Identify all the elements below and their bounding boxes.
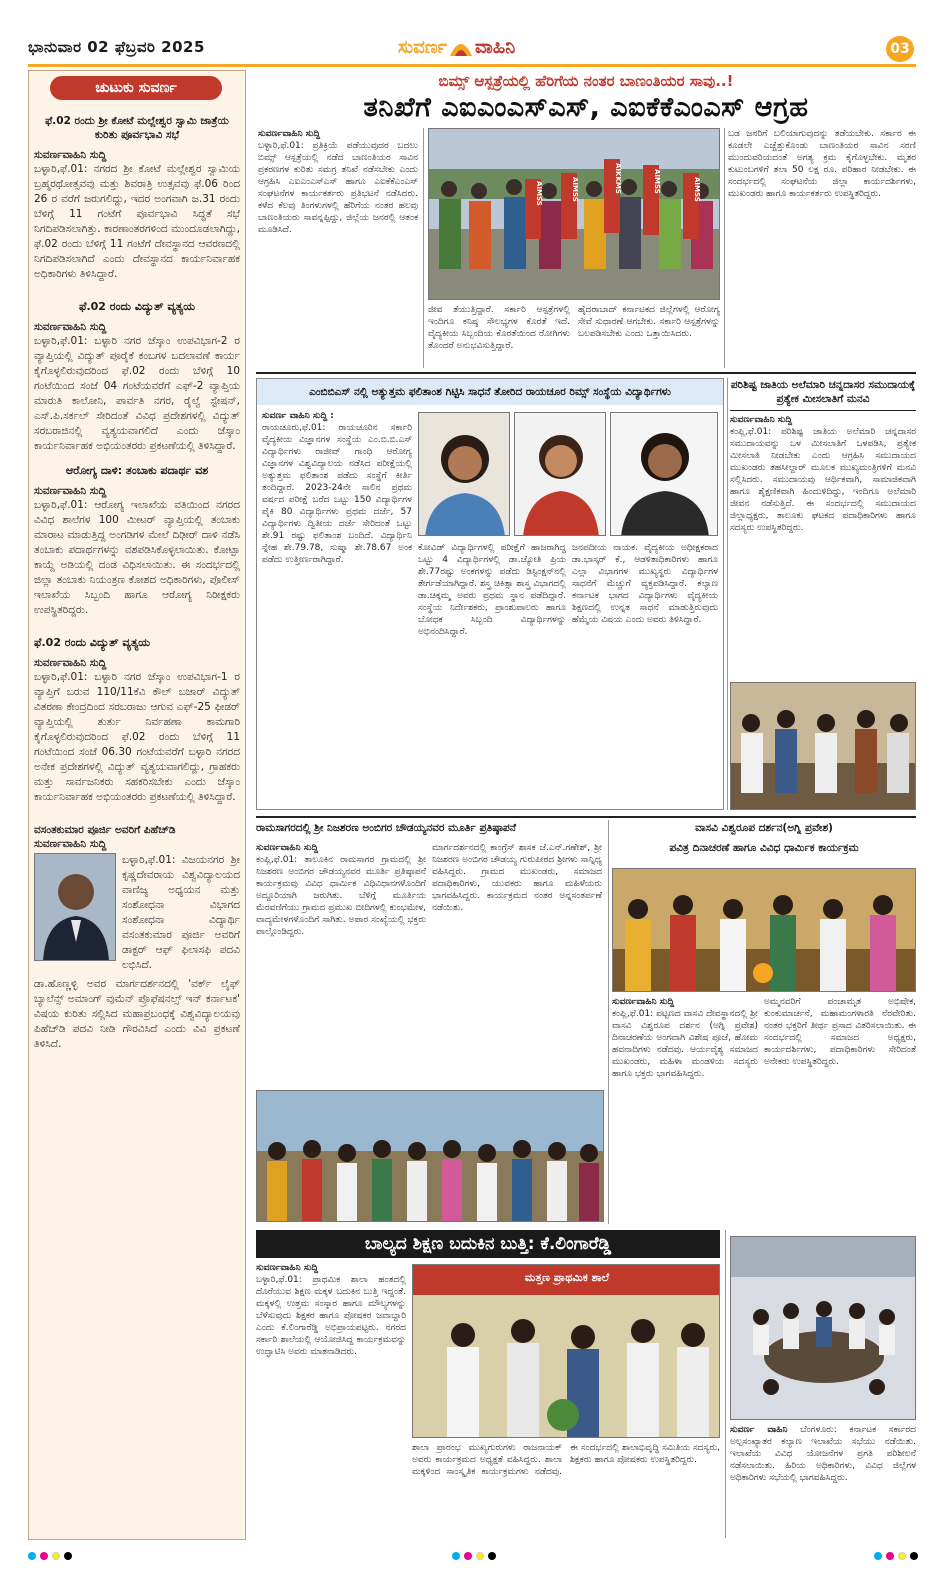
brief2-body: ಬಳ್ಳಾರಿ,ಫೆ.01: ಬಳ್ಳಾರಿ ನಗರ ಜೆಸ್ಕಾಂ ಉಪವಿಭಾಗ-2 ರ ವ್ಯಾಪ್ತಿಯಲ್ಲಿ ವಿದ್ಯುತ್ ಪೂರೈಕೆ ಕಂಬಗಳ ಬದಲಾವಣೆ ಕಾರ್ಯ ಕೈಗೊಳ್ಳಲಿರುವುದರಿಂದ ಫೆ.02 ರಂದು ಬೆಳಿಗ್ಗೆ 10 ಗಂಟೆಯಿಂದ ಸಂಜೆ 04 ಗಂಟೆಯವರೆಗೆ ಎಫ್-2 ವ್ಯಾಪ್ತಿಯ ಮಾರುತಿ ಕಾಲೋನಿ, ಪಾರ್ವತಿ ನಗರ, ರೈಲ್ವೆ ಸ್ಟೇಷನ್, ಎಸ್.ಪಿ.ಸರ್ಕಲ್ ಸೇರಿದಂತೆ ವಿವಿಧ ಪ್ರದೇಶಗಳಲ್ಲಿ ವಿದ್ಯುತ್ ಸರಬರಾಜಿನಲ್ಲಿ ವ್ಯತ್ಯಯವಾಗಲಿದೆ ಎಂದು ಜೆಸ್ಕಾಂ ಕಾರ್ಯನಿರ್ವಾಹಕ ಅಭಿಯಂತರರು ಪ್ರಕಟಣೆಯಲ್ಲಿ ತಿಳಿಸಿದ್ದಾರೆ. <box>34 335 240 452</box>
brief1-body: ಬಳ್ಳಾರಿ,ಫೆ.01: ನಗರದ ಶ್ರೀ ಕೋಟೆ ಮಲ್ಲೇಶ್ವರ ಸ್ವಾಮಿಯ ಬ್ರಹ್ಮರಥೋತ್ಸವವು ಮತ್ತು ಶಿವರಾತ್ರಿ ಉತ್ಸವವು ಫೆ.06 ರಿಂದ 26 ರ ವರೆಗೆ ಜರುಗಲಿದ್ದು, ಇದರ ಅಂಗವಾಗಿ ಜ.31 ರಂದು ಬೆಳಿಗ್ಗೆ 11 ಗಂಟೆಗೆ ಪೂರ್ವಭಾವಿ ಸಿದ್ಧತೆ ಸಭೆ ನಿಗದಿಪಡಿಸಲಾಗಿತ್ತು. ಕಾರಣಾಂತರಗಳಿಂದ ಮುಂದೂಡಲಾಗಿದ್ದು, ಫೆ.02 ರಂದು ಬೆಳಿಗ್ಗೆ 11 ಗಂಟೆಗೆ ದೇವಸ್ಥಾನದ ಆವರಣದಲ್ಲಿ ನಿಗದಿಪಡಿಸಲಾಗಿದೆ ಎಂದು ದೇವಸ್ಥಾನದ ಕಾರ್ಯನಿರ್ವಾಹಕ ಅಧಿಕಾರಿಗಳು ತಿಳಿಸಿದ್ದಾರೆ. <box>34 163 240 280</box>
vasavi-col1 <box>612 996 758 1224</box>
magenta-dot <box>464 1552 472 1560</box>
temple-crowd-photo <box>256 1090 604 1222</box>
right-body <box>730 414 916 676</box>
brand-logo <box>398 36 515 58</box>
right-dateline: ಸುವರ್ಣವಾಹಿನಿ ಸುದ್ದಿ <box>730 415 793 425</box>
education-col2: ಶಾಲಾ ಪ್ರಾರಂಭ ಮುಖ್ಯಗುರುಗಳು ರಾಜನಾಯಕ್ ಅವರು ಕಾರ್ಯಕ್ರಮದ ಅಧ್ಯಕ್ಷತೆ ವಹಿಸಿದ್ದರು. ಶಾಲಾ ಮಕ್ಕಳಿಂದ ಸಾಂಸ್ಕೃತಿಕ ಕಾರ್ಯಕ್ರಮಗಳು ನಡೆದವು. ಈ ಸಂದರ್ಭದಲ್ಲಿ ಶಾಲಾಭಿವೃದ್ಧಿ ಸಮಿತಿಯ ಸದಸ್ಯರು, ಶಿಕ್ಷಕರು ಹಾಗೂ ಪೋಷಕರು ಉಪಸ್ಥಿತರಿದ್ದರು. <box>412 1443 720 1477</box>
section-title: ಚುಟುಕು ಸುವರ್ಣ <box>95 80 177 96</box>
education-col1 <box>256 1262 406 1538</box>
meeting-dateline: ಸುವರ್ಣ ವಾಹಿನಿ <box>730 1425 788 1435</box>
lead-kicker: ಬಿಮ್ಸ್ ಆಸ್ಪತ್ರೆಯಲ್ಲಿ ಹೆರಿಗೆಯ ನಂತರ ಬಾಣಂತಿಯರ ಸಾವು..! <box>438 72 734 90</box>
divider-lead-1 <box>423 128 424 368</box>
protest-sign-4: AIMSS <box>653 169 661 194</box>
vasavi-headline-2: ಪವಿತ್ರ ದಿನಾಚರಣೆ ಹಾಗೂ ವಿವಿಧ ಧಾರ್ಮಿಕ ಕಾರ್ಯಕ್ರಮ <box>669 842 859 854</box>
rims-headline-bar <box>257 379 723 405</box>
masthead-rule <box>28 64 916 67</box>
lead-bottom-rule <box>256 372 916 374</box>
student-photo-3 <box>610 412 718 536</box>
page-number: 03 <box>890 41 910 57</box>
temple-col2: ಮಾರ್ಗದರ್ಶನದಲ್ಲಿ ಕಾಂಗ್ರೆಸ್ ಶಾಸಕ ಜೆ.ಎನ್.ಗಣೇಶ್, ಶ್ರೀ ನಿಜಶರಣ ಅಂಬಿಗರ ಚೌಡಯ್ಯ ಗುರುಪೀಠದ ಶ್ರೀಗಳು ಸಾನ್ನಿಧ್ಯ ವಹಿಸಿದ್ದರು. ಗ್ರಾಮದ ಮುಖಂಡರು, ಸಮಾಜದ ಪದಾಧಿಕಾರಿಗಳು, ಯುವಕರು ಹಾಗೂ ಮಹಿಳೆಯರು ಭಾಗವಹಿಸಿದ್ದರು. ಕಾರ್ಯಕ್ರಮದ ನಂತರ ಅನ್ನಸಂತರ್ಪಣೆ ನಡೆಯಿತು. <box>432 843 602 913</box>
right-headline-rule <box>730 410 916 411</box>
brief4-dateline: ಸುವರ್ಣವಾಹಿನಿ ಸುದ್ದಿ <box>34 657 107 669</box>
student-photo-1 <box>418 412 510 536</box>
brief5-headline: ವಸಂತಕುಮಾರ ಪೂರ್ಜಿ ಅವರಿಗೆ ಪಿಹೆಚ್‌ಡಿ <box>34 824 176 836</box>
brief5-body-top: ಬಳ್ಳಾರಿ,ಫೆ.01: ವಿಜಯನಗರ ಶ್ರೀ ಕೃಷ್ಣದೇವರಾಯ ವಿಶ್ವವಿದ್ಯಾಲಯದ ವಾಣಿಜ್ಯ ಅಧ್ಯಯನ ಮತ್ತು ಸಂಶೋಧನಾ ವಿಭಾಗದ ಸಂಶೋಧನಾ ವಿದ್ಯಾರ್ಥಿ ವಸಂತಕುಮಾರ ಪೂರ್ಜಿ ಅವರಿಗೆ ಡಾಕ್ಟರ್ ಆಫ್ ಫಿಲಾಸಫಿ ಪದವಿ ಲಭಿಸಿದೆ. <box>122 854 240 971</box>
cyan-dot <box>452 1552 460 1560</box>
brief5-body-bottom: ಡಾ.ಹೊಣ್ಣಳ್ಳಿ ಅವರ ಮಾರ್ಗದರ್ಶನದಲ್ಲಿ 'ವರ್ಕ್ ಲೈಫ್ ಬ್ಯಾಲೆನ್ಸ್ ಅಮಾಂಗ್ ವುಮೆನ್ ಪ್ರೊಫೆಷನಲ್ಸ್ ಇನ್ ಕರ್ನಾಟಕ' ವಿಷಯ ಕುರಿತು ಸಲ್ಲಿಸಿದ ಮಹಾಪ್ರಬಂಧಕ್ಕೆ ವಿಶ್ವವಿದ್ಯಾಲಯವು ಪಿಹೆಚ್‌ಡಿ ಪದವಿ ನೀಡಿ ಗೌರವಿಸಿದೆ ಎಂದು ವಿವಿ ಪ್ರಕಟಣೆ ತಿಳಿಸಿದೆ. <box>34 978 240 1050</box>
rims-col1-body: ರಾಯಚೂರು,ಫೆ.01: ರಾಯಚೂರಿನ ಸರ್ಕಾರಿ ವೈದ್ಯಕೀಯ ವಿಜ್ಞಾನಗಳ ಸಂಸ್ಥೆಯ ಎಂ.ಬಿ.ಬಿ.ಎಸ್ ವಿದ್ಯಾರ್ಥಿಗಳು ರಾಜೀವ್ ಗಾಂಧಿ ಆರೋಗ್ಯ ವಿಜ್ಞಾನಗಳ ವಿಶ್ವವಿದ್ಯಾಲಯ ನಡೆಸಿದ ಪರೀಕ್ಷೆಯಲ್ಲಿ ಅತ್ಯುತ್ತಮ ಫಲಿತಾಂಶ ಪಡೆದು ಸಂಸ್ಥೆಗೆ ಕೀರ್ತಿ ತಂದಿದ್ದಾರೆ. 2023-24ನೇ ಸಾಲಿನ ಪ್ರಥಮ ವರ್ಷದ ಪರೀಕ್ಷೆ ಬರೆದ ಒಟ್ಟು 150 ವಿದ್ಯಾರ್ಥಿಗಳ ಪೈಕಿ 80 ವಿದ್ಯಾರ್ಥಿಗಳು ಪ್ರಥಮ ದರ್ಜೆ, 57 ವಿದ್ಯಾರ್ಥಿಗಳು ದ್ವಿತೀಯ ದರ್ಜೆ ಸೇರಿದಂತೆ ಒಟ್ಟು ಶೇ.91 ರಷ್ಟು ಫಲಿತಾಂಶ ಬಂದಿದೆ. ವಿದ್ಯಾರ್ಥಿನಿ ಸ್ನೇಹ ಶೇ.79.78, ಸುಷ್ಮಾ ಶೇ.78.67 ಅಂಕ ಪಡೆದು ಉತ್ತೀರ್ಣರಾಗಿದ್ದಾರೆ. <box>262 423 412 565</box>
rims-col1 <box>262 410 412 806</box>
divider-temple-vasavi <box>608 820 609 1224</box>
temple-headline: ರಾಮಸಾಗರದಲ್ಲಿ ಶ್ರೀ ನಿಜಶರಣ ಅಂಬಿಗರ ಚೌಡಯ್ಯನವರ ಮೂರ್ತಿ ಪ್ರತಿಷ್ಠಾಪನೆ <box>256 822 517 834</box>
brief2-headline: ಫೆ.02 ರಂದು ವಿದ್ಯುತ್ ವ್ಯತ್ಯಯ <box>78 300 196 313</box>
lead-col3: ಹೈದರಾಬಾದ್ ಕರ್ನಾಟಕದ ಜಿಲ್ಲೆಗಳಲ್ಲಿ ಆರೋಗ್ಯ ಸೇವೆ ಸುಧಾರಣೆ ಆಗಬೇಕು. ಸರ್ಕಾರಿ ಆಸ್ಪತ್ರೆಗಳನ್ನು ಬಲಪಡಿಸಬೇಕು ಎಂದು ಒತ್ತಾಯಿಸಿದರು. <box>578 305 720 339</box>
portrait-photo <box>34 853 116 961</box>
protest-photo <box>428 128 720 300</box>
section-title-banner <box>50 76 222 100</box>
right-headline: ಪರಿಶಿಷ್ಟ ಜಾತಿಯ ಅಲೆಮಾರಿ ಚನ್ನದಾಸರ ಸಮುದಾಯಕ್ಕೆ ಪ್ರತ್ಯೇಕ ಮೀಸಲಾತಿಗೆ ಮನವಿ <box>730 379 916 405</box>
meeting-body <box>730 1424 916 1538</box>
education-photo-banner: ಮತ್ತಣ ಪ್ರಾಥಮಿಕ ಶಾಲೆ <box>524 1271 610 1284</box>
vasavi-headline-1: ವಾಸವಿ ವಿಶ್ವರೂಪ ದರ್ಶನ(ಅಗ್ನಿ ಪ್ರವೇಶ) <box>695 822 833 834</box>
black-dot <box>488 1552 496 1560</box>
vasavi-col2: ಅಮ್ಮನವರಿಗೆ ಪಂಚಾಮೃತ ಅಭಿಷೇಕ, ಕುಂಕುಮಾರ್ಚನೆ, ಮಹಾಮಂಗಳಾರತಿ ನೆರವೇರಿತು. ನಂತರ ಭಕ್ತರಿಗೆ ತೀರ್ಥ ಪ್ರಸಾದ ವಿತರಿಸಲಾಯಿತು. ಈ ಸಂದರ್ಭದಲ್ಲಿ ಸಮಾಜದ ಅಧ್ಯಕ್ಷರು, ಕಾರ್ಯದರ್ಶಿಗಳು, ಪದಾಧಿಕಾರಿಗಳು ಸೇರಿದಂತೆ ಅನೇಕರು ಉಪಸ್ಥಿತರಿದ್ದರು. <box>764 997 916 1067</box>
rims-dateline: ಸುವರ್ಣ ವಾಹಿನಿ ಸುದ್ದಿ : <box>262 411 334 421</box>
cyan-dot <box>28 1552 36 1560</box>
brief1-dateline: ಸುವರ್ಣವಾಹಿನಿ ಸುದ್ದಿ <box>34 149 107 161</box>
rims-headline: ಎಂಬಿಬಿಎಸ್ ನಲ್ಲಿ ಅತ್ಯುತ್ತಮ ಫಲಿತಾಂಶ ಗಿಟ್ಟಿಸಿ ಸಾಧನೆ ತೋರಿದ ರಾಯಚೂರ ರಿಮ್ಸ್ ಸಂಸ್ಥೆಯ ವಿದ್ಯಾರ್ಥಿಗಳು <box>309 385 671 398</box>
brief1-headline: ಫೆ.02 ರಂದು ಶ್ರೀ ಕೋಟೆ ಮಲ್ಲೇಶ್ವರ ಸ್ವಾಮಿ ಜಾತ್ರೆಯ ಕುರಿತು ಪೂರ್ವಭಾವಿ ಸಭೆ <box>45 115 229 141</box>
rims-col3: ಜನಪದೀಯ ನಾಯಕ. ವೈದ್ಯಕೀಯ ಅಧೀಕ್ಷಕರಾದ ಡಾ.ಭಾಸ್ಕರ್ ಕೆ., ಆಡಳಿತಾಧಿಕಾರಿಗಳು ಹಾಗೂ ಎಲ್ಲಾ ವಿಭಾಗಗಳ ಮುಖ್ಯಸ್ಥರು ವಿದ್ಯಾರ್ಥಿಗಳ ಸಾಧನೆಗೆ ಮೆಚ್ಚುಗೆ ವ್ಯಕ್ತಪಡಿಸಿದ್ದಾರೆ. ಕಲ್ಯಾಣ ಕರ್ನಾಟಕ ಭಾಗದ ವಿದ್ಯಾರ್ಥಿಗಳು ವೈದ್ಯಕೀಯ ಶಿಕ್ಷಣದಲ್ಲಿ ಉನ್ನತ ಸಾಧನೆ ಮಾಡುತ್ತಿರುವುದು ಹೆಮ್ಮೆಯ ವಿಷಯ ಎಂದು ಅವರು ತಿಳಿಸಿದ್ದಾರೆ. <box>572 543 718 625</box>
sun-logo-icon <box>448 36 474 58</box>
brief4-body: ಬಳ್ಳಾರಿ,ಫೆ.01: ಬಳ್ಳಾರಿ ನಗರ ಜೆಸ್ಕಾಂ ಉಪವಿಭಾಗ-1 ರ ವ್ಯಾಪ್ತಿಗೆ ಬರುವ 110/11ಕೆವಿ ಕೌಲ್ ಬಜಾರ್ ವಿದ್ಯುತ್ ವಿತರಣಾ ಕೇಂದ್ರದಿಂದ ಸರಬರಾಜು ಆಗುವ ಎಫ್-25 ಫೀಡರ್ ವ್ಯಾಪ್ತಿಯಲ್ಲಿ ತುರ್ತು ನಿರ್ವಹಣಾ ಕಾಮಗಾರಿ ಕೈಗೊಳ್ಳಲಿರುವುದರಿಂದ ಫೆ.02 ರಂದು ಬೆಳಿಗ್ಗೆ 11 ಗಂಟೆಯಿಂದ ಸಂಜೆ 06.30 ಗಂಟೆಯವರೆಗೆ ಬಳ್ಳಾರಿ ನಗರದ ಅನೇಕ ಪ್ರದೇಶಗಳಲ್ಲಿ ವಿದ್ಯುತ್ ವ್ಯತ್ಯಯವಾಗಲಿದ್ದು, ಗ್ರಾಹಕರು ಮತ್ತು ಸಾರ್ವಜನಿಕರು ಸಹಕರಿಸಬೇಕು ಎಂದು ಜೆಸ್ಕಾಂ ಕಾರ್ಯನಿರ್ವಾಹಕ ಅಭಿಯಂತರರು ಪ್ರಕಟಣೆಯಲ್ಲಿ ತಿಳಿಸಿದ್ದಾರೆ. <box>34 671 240 803</box>
protest-sign-5: AIMSS <box>693 177 701 202</box>
yellow-dot <box>898 1552 906 1560</box>
meeting-body-text: ಬೆಂಗಳೂರು: ಕರ್ನಾಟಕ ಸರ್ಕಾರದ ಅಲ್ಪಸಂಖ್ಯಾತರ ಕಲ್ಯಾಣ ಇಲಾಖೆಯ ಸಭೆಯು ನಡೆಯಿತು. ಇಲಾಖೆಯ ವಿವಿಧ ಯೋಜನೆಗಳ ಪ್ರಗತಿ ಪರಿಶೀಲನೆ ನಡೆಸಲಾಯಿತು. ಹಿರಿಯ ಅಧಿಕಾರಿಗಳು, ವಿವಿಧ ಜಿಲ್ಲೆಗಳ ಅಧಿಕಾರಿಗಳು ಸಭೆಯಲ್ಲಿ ಭಾಗವಹಿಸಿದ್ದರು. <box>730 1425 916 1483</box>
lead-dateline: ಸುವರ್ಣವಾಹಿನಿ ಸುದ್ದಿ <box>258 129 321 139</box>
black-dot <box>910 1552 918 1560</box>
meeting-photo <box>730 1236 916 1420</box>
education-event-photo <box>412 1264 720 1438</box>
education-dateline: ಸುವರ್ಣವಾಹಿನಿ ಸುದ್ದಿ <box>256 1263 319 1273</box>
divider-rims-right <box>727 378 728 810</box>
brief4-headline: ಫೆ.02 ರಂದು ವಿದ್ಯುತ್ ವ್ಯತ್ಯಯ <box>34 636 151 649</box>
left-briefs <box>34 108 240 1533</box>
lead-headline: ತನಿಖೆಗೆ ಎಐಎಂಎಸ್‌ಎಸ್, ಎಐಕೆಕೆಎಂಎಸ್ ಆಗ್ರಹ <box>363 92 809 123</box>
yellow-dot <box>52 1552 60 1560</box>
education-col1-body: ಬಳ್ಳಾರಿ,ಫೆ.01: ಪ್ರಾಥಮಿಕ ಶಾಲಾ ಹಂತದಲ್ಲಿ ದೊರೆಯುವ ಶಿಕ್ಷಣ ಮಕ್ಕಳ ಬದುಕಿನ ಬುತ್ತಿ ಇದ್ದಂತೆ. ಮಕ್ಕಳಲ್ಲಿ ಉತ್ತಮ ಸಂಸ್ಕಾರ ಹಾಗೂ ಮೌಲ್ಯಗಳನ್ನು ಬೆಳೆಸುವುದು ಶಿಕ್ಷಕರ ಹಾಗೂ ಪೋಷಕರ ಜವಾಬ್ದಾರಿ ಎಂದು ಕೆ.ಲಿಂಗಾರೆಡ್ಡಿ ಅಭಿಪ್ರಾಯಪಟ್ಟರು. ನಗರದ ಸರ್ಕಾರಿ ಶಾಲೆಯಲ್ಲಿ ಆಯೋಜಿಸಿದ್ದ ಕಾರ್ಯಕ್ರಮವನ್ನು ಉದ್ಘಾಟಿಸಿ ಅವರು ಮಾತನಾಡಿದರು. <box>256 1275 406 1357</box>
temple-col1 <box>256 842 426 1086</box>
cyan-dot <box>874 1552 882 1560</box>
brief2-dateline: ಸುವರ್ಣವಾಹಿನಿ ಸುದ್ದಿ <box>34 321 107 333</box>
registration-marks-left <box>28 1552 72 1560</box>
brief3-body: ಬಳ್ಳಾರಿ,ಫೆ.01: ಆರೋಗ್ಯ ಇಲಾಖೆಯ ವತಿಯಿಂದ ನಗರದ ವಿವಿಧ ಶಾಲೆಗಳ 100 ಮೀಟರ್ ವ್ಯಾಪ್ತಿಯಲ್ಲಿ ತಂಬಾಕು ಮಾರಾಟ ಮಾಡುತ್ತಿದ್ದ ಅಂಗಡಿಗಳ ಮೇಲೆ ದಿಢೀರ್ ದಾಳಿ ನಡೆಸಿ ತಂಬಾಕು ಪದಾರ್ಥಗಳನ್ನು ವಶಪಡಿಸಿಕೊಳ್ಳಲಾಯಿತು. ಕೋಟ್ಪಾ ಕಾಯ್ದೆ ಅಡಿಯಲ್ಲಿ ದಂಡ ವಿಧಿಸಲಾಯಿತು. ಈ ಸಂದರ್ಭದಲ್ಲಿ ಜಿಲ್ಲಾ ತಂಬಾಕು ನಿಯಂತ್ರಣ ಕೋಶದ ಅಧಿಕಾರಿಗಳು, ಪೊಲೀಸ್ ಇಲಾಖೆಯ ಸಿಬ್ಬಂದಿ ಹಾಗೂ ಆರೋಗ್ಯ ನಿರೀಕ್ಷಕರು ಉಪಸ್ಥಿತರಿದ್ದರು. <box>34 499 240 616</box>
lead-col2: ಜೀವ ತೆಯುತ್ತಿದ್ದಾರೆ. ಸರ್ಕಾರಿ ಆಸ್ಪತ್ರೆಗಳಲ್ಲಿ ಇಂದಿಗೂ ಕನಿಷ್ಠ ಸೌಲಭ್ಯಗಳ ಕೊರತೆ ಇದೆ. ವೈದ್ಯಕೀಯ ಸಿಬ್ಬಂದಿಯ ಕೊರತೆಯಿಂದ ರೋಗಿಗಳು ತೊಂದರೆ ಅನುಭವಿಸುತ್ತಿದ್ದಾರೆ. <box>428 305 570 351</box>
page-number-badge <box>886 36 914 62</box>
vasavi-dateline: ಸುವರ್ಣವಾಹಿನಿ ಸುದ್ದಿ <box>612 997 675 1007</box>
temple-col1-body: ಕಂಪ್ಲಿ,ಫೆ.01: ತಾಲೂಕಿನ ರಾಮಸಾಗರ ಗ್ರಾಮದಲ್ಲಿ ಶ್ರೀ ನಿಜಶರಣ ಅಂಬಿಗರ ಚೌಡಯ್ಯನವರ ಮೂರ್ತಿ ಪ್ರತಿಷ್ಠಾಪನೆ ಕಾರ್ಯಕ್ರಮವು ವಿವಿಧ ಧಾರ್ಮಿಕ ವಿಧಿವಿಧಾನಗಳೊಂದಿಗೆ ಅದ್ದೂರಿಯಾಗಿ ಜರುಗಿತು. ಬೆಳಿಗ್ಗೆ ಮೂರ್ತಿಯ ಮೆರವಣಿಗೆಯು ಗ್ರಾಮದ ಪ್ರಮುಖ ಬೀದಿಗಳಲ್ಲಿ ಕುಂಭಮೇಳ, ವಾದ್ಯಮೇಳಗಳೊಂದಿಗೆ ಸಾಗಿತು. ಅಪಾರ ಸಂಖ್ಯೆಯಲ್ಲಿ ಭಕ್ತರು ಪಾಲ್ಗೊಂಡಿದ್ದರು. <box>256 855 426 937</box>
magenta-dot <box>40 1552 48 1560</box>
brief3-headline: ಆರೋಗ್ಯ ದಾಳಿ: ತಂಬಾಕು ಪದಾರ್ಥ ವಶ <box>65 464 209 477</box>
lead-col4: ಬಡ ಜನರಿಗೆ ಬಲಿಯಾಗುವುದನ್ನು ತಡೆಯಬೇಕು. ಸರ್ಕಾರ ಈ ಕೂಡಲೇ ಎಚ್ಚೆತ್ತುಕೊಂಡು ಬಾಣಂತಿಯರ ಸಾವಿನ ಸರಣಿ ಮುಂದುವರಿಯದಂತೆ ಅಗತ್ಯ ಕ್ರಮ ಕೈಗೊಳ್ಳಬೇಕು. ಮೃತರ ಕುಟುಂಬಗಳಿಗೆ ತಲಾ 50 ಲಕ್ಷ ರೂ. ಪರಿಹಾರ ನೀಡಬೇಕು. ಈ ಸಂದರ್ಭದಲ್ಲಿ ಸಂಘಟನೆಯ ಜಿಲ್ಲಾ ಕಾರ್ಯದರ್ಶಿಗಳು, ಮುಖಂಡರು ಹಾಗೂ ಕಾರ್ಯಕರ್ತರು ಉಪಸ್ಥಿತರಿದ್ದರು. <box>728 129 916 199</box>
registration-marks-center <box>452 1552 496 1560</box>
rims-col2: ಕೋವಿಡ್ ವಿದ್ಯಾರ್ಥಿಗಳಲ್ಲಿ ಪರೀಕ್ಷೆಗೆ ಹಾಜರಾಗಿದ್ದ ಒಟ್ಟು 4 ವಿದ್ಯಾರ್ಥಿಗಳಲ್ಲಿ ಡಾ.ಜ್ಯೋತಿ ಪ್ರಿಯ ಶೇ.77ರಷ್ಟು ಅಂಕಗಳನ್ನು ಪಡೆದು ಡಿಸ್ಟಿಂಕ್ಷನ್‌ನಲ್ಲಿ ತೇರ್ಗಡೆಯಾಗಿದ್ದಾರೆ. ಶಸ್ತ್ರ ಚಿಕಿತ್ಸಾ ಶಾಸ್ತ್ರ ವಿಭಾಗದಲ್ಲಿ ಡಾ.ಚಿಕ್ಕಮ್ಮ ಅವರು ಪ್ರಥಮ ಸ್ಥಾನ ಪಡೆದಿದ್ದಾರೆ. ಸಂಸ್ಥೆಯ ನಿರ್ದೇಶಕರು, ಪ್ರಾಂಶುಪಾಲರು ಹಾಗೂ ಬೋಧಕ ಸಿಬ್ಬಂದಿ ವಿದ್ಯಾರ್ಥಿಗಳನ್ನು ಅಭಿನಂದಿಸಿದ್ದಾರೆ. <box>418 543 566 637</box>
vasavi-col1-body: ಕಂಪ್ಲಿ,ಫೆ.01: ಪಟ್ಟಣದ ವಾಸವಿ ದೇವಸ್ಥಾನದಲ್ಲಿ ಶ್ರೀ ವಾಸವಿ ವಿಶ್ವರೂಪ ದರ್ಶನ (ಅಗ್ನಿ ಪ್ರವೇಶ) ದಿನಾಚರಣೆಯ ಅಂಗವಾಗಿ ವಿಶೇಷ ಪೂಜೆ, ಹೋಮ ಹವನಾದಿಗಳು ನಡೆದವು. ಆರ್ಯವೈಶ್ಯ ಸಮಾಜದ ಮುಖಂಡರು, ಮಹಿಳಾ ಮಂಡಳಿಯ ಸದಸ್ಯರು ಹಾಗೂ ಭಕ್ತರು ಭಾಗವಹಿಸಿದ್ದರು. <box>612 1009 758 1079</box>
registration-marks-right <box>874 1552 918 1560</box>
divider-lead-2 <box>724 128 725 368</box>
protest-sign-2: AIMSS <box>571 177 579 202</box>
brand-name-left: ಸುವರ್ಣ <box>398 36 447 58</box>
vasavi-ritual-photo <box>612 868 916 992</box>
protest-sign-3: AIKKMS <box>614 163 622 194</box>
brief5-dateline: ಸುವರ್ಣವಾಹಿನಿ ಸುದ್ದಿ <box>34 838 107 850</box>
right-body-text: ಕಂಪ್ಲಿ,ಫೆ.01: ಪರಿಶಿಷ್ಟ ಜಾತಿಯ ಅಲೆಮಾರಿ ಚನ್ನದಾಸರ ಸಮುದಾಯವನ್ನು ಒಳ ಮೀಸಲಾತಿಗೆ ಒಳಪಡಿಸಿ, ಪ್ರತ್ಯೇಕ ಮೀಸಲಾತಿ ನೀಡಬೇಕು ಎಂದು ಆಗ್ರಹಿಸಿ ಸಮುದಾಯದ ಮುಖಂಡರು ತಹಸೀಲ್ದಾರ್ ಮೂಲಕ ಮುಖ್ಯಮಂತ್ರಿಗಳಿಗೆ ಮನವಿ ಸಲ್ಲಿಸಿದರು. ಸಮುದಾಯವು ಆರ್ಥಿಕವಾಗಿ, ಸಾಮಾಜಿಕವಾಗಿ ಹಾಗೂ ಶೈಕ್ಷಣಿಕವಾಗಿ ಹಿಂದುಳಿದಿದ್ದು, ಇಂದಿಗೂ ಅಲೆಮಾರಿ ಜೀವನ ನಡೆಸುತ್ತಿದೆ. ಈ ಸಂದರ್ಭದಲ್ಲಿ ಸಮುದಾಯದ ಜಿಲ್ಲಾಧ್ಯಕ್ಷರು, ತಾಲೂಕು ಘಟಕದ ಪದಾಧಿಕಾರಿಗಳು ಹಾಗೂ ಸದಸ್ಯರು ಉಪಸ್ಥಿತರಿದ್ದರು. <box>730 427 916 533</box>
magenta-dot <box>886 1552 894 1560</box>
brand-name-right: ವಾಹಿನಿ <box>474 36 516 58</box>
student-photo-2 <box>514 412 606 536</box>
brief3-dateline: ಸುವರ್ಣವಾಹಿನಿ ಸುದ್ದಿ <box>34 485 107 497</box>
education-headline-bar <box>256 1230 720 1258</box>
protest-sign-1: AIMSS <box>535 181 543 206</box>
protest-photo-art <box>429 129 720 300</box>
education-headline: ಬಾಲ್ಯದ ಶಿಕ್ಷಣ ಬದುಕಿನ ಬುತ್ತಿ: ಕೆ.ಲಿಂಗಾರೆಡ್ಡಿ <box>364 1234 612 1254</box>
issue-date: ಭಾನುವಾರ 02 ಫೆಬ್ರವರಿ 2025 <box>28 38 205 56</box>
lead-col1-body: ಬಳ್ಳಾರಿ,ಫೆ.01: ಪ್ರತಿಕ್ರಿಯೆ ಪಡೆಯುವುದರ ಬದಲು ಬಿಮ್ಸ್ ಆಸ್ಪತ್ರೆಯಲ್ಲಿ ನಡೆದ ಬಾಣಂತಿಯರ ಸಾವಿನ ಪ್ರಕರಣಗಳ ಕುರಿತು ಸಮಗ್ರ ತನಿಖೆ ನಡೆಸಬೇಕು ಎಂದು ಆಗ್ರಹಿಸಿ ಎಐಎಂಎಸ್‌ಎಸ್ ಹಾಗೂ ಎಐಕೆಕೆಎಂಎಸ್ ಸಂಘಟನೆಗಳ ಕಾರ್ಯಕರ್ತರು ಪ್ರತಿಭಟನೆ ನಡೆಸಿದರು. ಕಳೆದ ಕೆಲವು ತಿಂಗಳುಗಳಲ್ಲಿ ಹೆರಿಗೆಯ ನಂತರ ಹಲವು ಬಾಣಂತಿಯರು ಸಾವನ್ನಪ್ಪಿದ್ದು, ಜಿಲ್ಲೆಯ ಜನರಲ್ಲಿ ಆತಂಕ ಮೂಡಿಸಿದೆ. <box>258 141 418 235</box>
memorandum-photo <box>730 682 916 810</box>
yellow-dot <box>476 1552 484 1560</box>
divider-edu-meeting <box>725 1230 726 1538</box>
masthead <box>28 36 916 62</box>
temple-dateline: ಸುವರ್ಣವಾಹಿನಿ ಸುದ್ದಿ <box>256 843 319 853</box>
lead-col1 <box>258 128 418 368</box>
temple-top-rule <box>256 816 916 818</box>
black-dot <box>64 1552 72 1560</box>
